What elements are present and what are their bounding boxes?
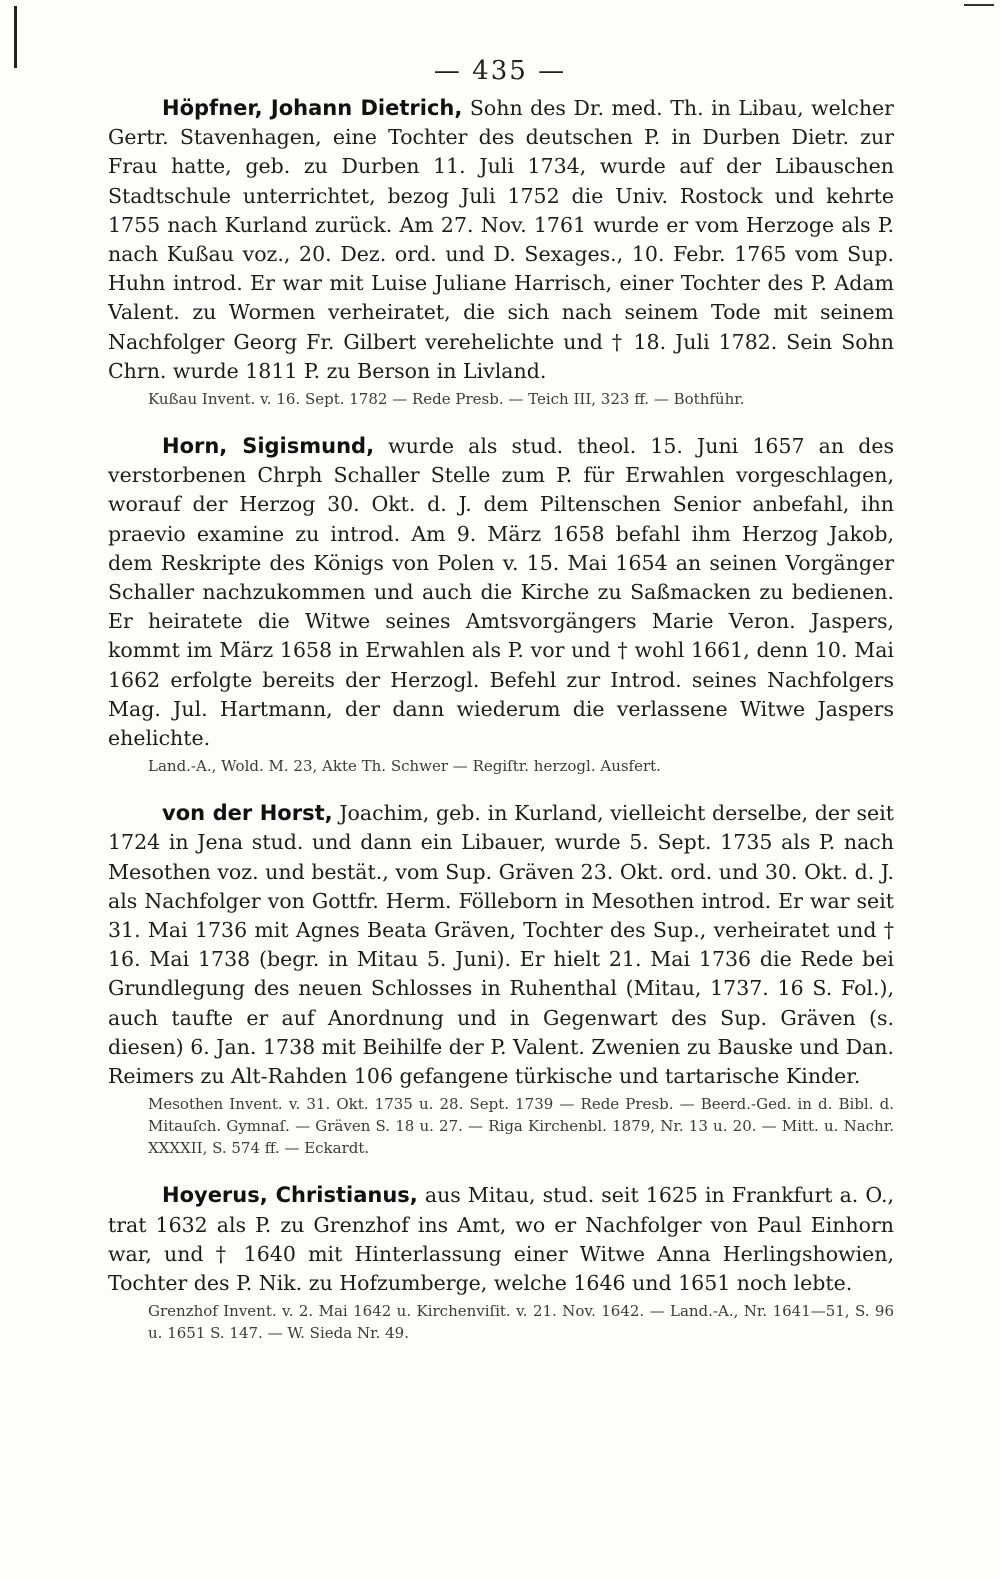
corner-mark — [964, 4, 994, 6]
entry-text: wurde als stud. theol. 15. Juni 1657 an des verstorbenen Chrph Schaller Stelle zum P. für Erwahlen vorgeschlagen, worauf der Herzog 30. Okt. d. J. dem Piltenschen Senior anbefahl, ihn praevio examine zu introd. Am 9. März 1658 befahl ihm Herzog Jakob, dem Reskripte des Königs von Polen v. 15. Mai 1654 an seinen Vorgänger Schaller nachzukommen und auch die Kirche zu Saßmacken zu bedienen. Er heiratete die Witwe seines Amtsvorgängers Marie Veron. Jaspers, kommt im März 1658 in Erwahlen als P. vor und † wohl 1661, denn 10. Mai 1662 erfolgte bereits der Herzogl. Befehl zur Introd. seines Nachfolgers Mag. Jul. Hartmann, der dann wiederum die verlassene Witwe Jaspers ehelichte. — [108, 434, 894, 751]
entry-text: Joachim, geb. in Kurland, vielleicht derselbe, der seit 1724 in Jena stud. und dann ein Libauer, wurde 5. Sept. 1735 als P. nach Mesothen voz. und bestät., vom Sup. Gräven 23. Okt. ord. und 30. Okt. d. J. als Nachfolger von Gottfr. Herm. Fölleborn in Mesothen introd. Er war seit 31. Mai 1736 mit Agnes Beata Gräven, Tochter des Sup., verheiratet und † 16. Mai 1738 (begr. in Mitau 5. Juni). Er hielt 21. Mai 1736 die Rede bei Grundlegung des neuen Schlosses in Ruhenthal (Mitau, 1737. 16 S. Fol.), auch taufte er auf Anordnung und in Gegenwart des Sup. Gräven (s. diesen) 6. Jan. 1738 mit Beihilfe der P. Valent. Zwenien zu Bauske und Dan. Reimers zu Alt-Rahden 106 gefangene türkische und tartarische Kinder. — [108, 801, 894, 1089]
entry-body — [108, 799, 894, 1091]
entry-hoyerus — [108, 1181, 894, 1344]
entry-hoepfner — [108, 94, 894, 410]
entry-text: Sohn des Dr. med. Th. in Libau, welcher Gertr. Stavenhagen, eine Tochter des deutschen P. in Durben Dietr. zur Frau hatte, geb. zu Durben 11. Juli 1734, wurde auf der Libauschen Stadtschule unterrichtet, bezog Juli 1752 die Univ. Rostock und kehrte 1755 nach Kurland zurück. Am 27. Nov. 1761 wurde er vom Herzoge als P. nach Kußau voz., 20. Dez. ord. und D. Sexages., 10. Febr. 1765 vom Sup. Huhn introd. Er war mit Luise Juliane Harrisch, einer Tochter des P. Adam Valent. zu Wormen verheiratet, die sich nach seinem Tode mit seinem Nachfolger Georg Fr. Gilbert verehelichte und † 18. Juli 1782. Sein Sohn Chrn. wurde 1811 P. zu Berson in Livland. — [108, 96, 894, 383]
entry-source: Mesothen Invent. v. 31. Okt. 1735 u. 28. Sept. 1739 — Rede Presb. — Beerd.-Ged. in d. Bibl. d. Mitauſch. Gymnaſ. — Gräven S. 18 u. 27. — Riga Kirchenbl. 1879, Nr. 13 u. 20. — Mitt. u. Nachr. XXXXII, S. 574 ff. — Eckardt. — [148, 1095, 894, 1158]
entry-source: Land.-A., Wold. M. 23, Akte Th. Schwer — Regiſtr. herzogl. Ausfert. — [148, 757, 661, 776]
entry-text: aus Mitau, stud. seit 1625 in Frankfurt a. O., trat 1632 als P. zu Grenzhof ins Amt, wo er Nachfolger von Paul Einhorn war, und † 1640 mit Hinterlassung einer Witwe Anna Herlingshowien, Tochter des P. Nik. zu Hofzumberge, welche 1646 und 1651 noch lebte. — [108, 1183, 894, 1295]
entry-name: Höpfner, Johann Dietrich, — [162, 96, 463, 120]
page-number: — 435 — — [433, 56, 567, 86]
entry-body — [108, 1181, 894, 1298]
entry-horn — [108, 432, 894, 777]
entry-source: Grenzhof Invent. v. 2. Mai 1642 u. Kirchenviſit. v. 21. Nov. 1642. — Land.-A., Nr. 1641—51, S. 96 u. 1651 S. 147. — W. Sieda Nr. 49. — [148, 1302, 894, 1343]
entries-column — [108, 94, 894, 1366]
entry-name: Hoyerus, Christianus, — [162, 1183, 418, 1208]
entry-source: Kußau Invent. v. 16. Sept. 1782 — Rede Presb. — Teich III, 323 ff. — Bothführ. — [148, 390, 745, 409]
entry-name: von der Horst, — [162, 801, 333, 826]
entry-name: Horn, Sigismund, — [162, 434, 375, 459]
entry-body — [108, 94, 894, 386]
entry-von-der-horst — [108, 799, 894, 1159]
entry-body — [108, 432, 894, 753]
